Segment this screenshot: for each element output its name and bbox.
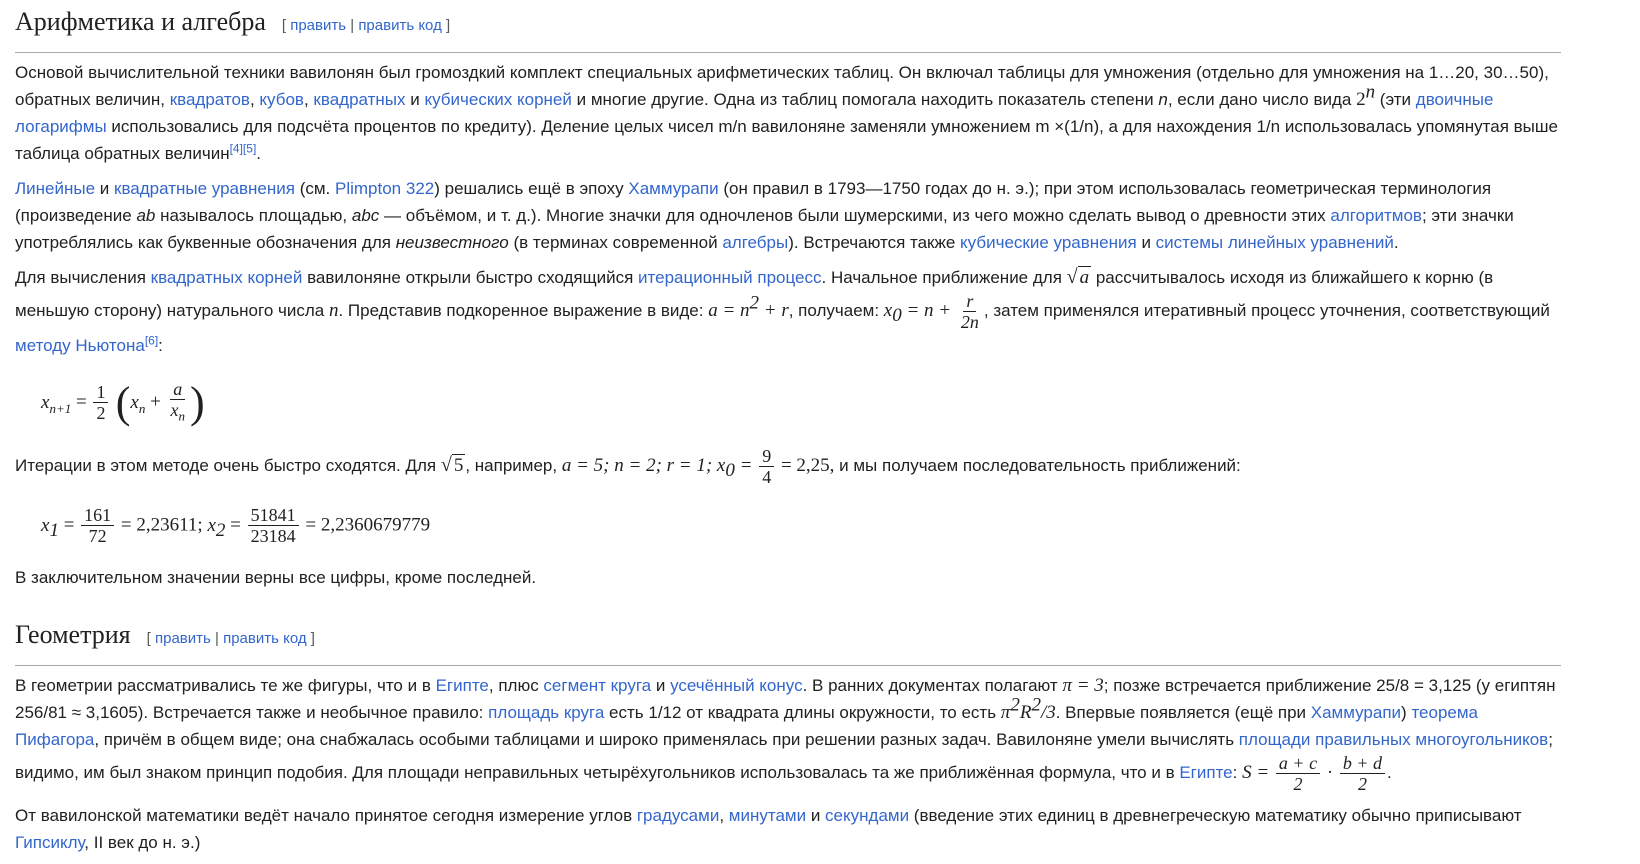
link-minutes[interactable]: минутами (728, 806, 807, 825)
link-binary-log[interactable]: двоичные логарифмы (15, 90, 1494, 136)
section-title: Арифметика и алгебра (15, 7, 266, 36)
paragraph: Основой вычислительной техники вавилонян был громоздкий комплект специальных арифметических таблиц. Он включал таблицы для умножения (отдельно для умножения на 1…20, 30…50), обратных величин, квадратов, кубов, квадратных и кубических корней и многие другие. Одна из таблиц помогала находить показатель степени n, если дано число вида 2$^n$ (эти двоичные логарифмы использовались для подсчёта процентов по кредиту). Деление целых чисел m/n вавилоняне заменяли умножением m ×(1/n), а для нахождения 1/n использовалась упомянутая выше таблица обратных величин[4][5]. (15, 63, 1558, 163)
link-linear[interactable]: Линейные (15, 179, 96, 198)
link-quadratic-equations[interactable]: квадратные уравнения (114, 179, 295, 198)
link-hypsicles[interactable]: Гипсиклу (15, 833, 85, 852)
paragraph: Итерации в этом методе очень быстро сходятся. Для √ 5 , например, a = 5; n = 2; r = 1; $x_0$ = $\frac{9}{4}$ = 2,25, и мы получаем последовательность приближений: (15, 446, 1241, 487)
paragraph: В заключительном значении верны все цифры, кроме последней. (15, 568, 537, 587)
link-square-roots[interactable]: квадратных корней (150, 268, 303, 287)
edit-source-link[interactable]: править код (358, 17, 442, 34)
math-expression: $x_0 = n$ + (883, 299, 956, 326)
link-newton-method[interactable]: методу Ньютона (15, 336, 145, 355)
link-seconds[interactable]: секундами (825, 806, 910, 825)
edit-link[interactable]: править (155, 630, 211, 647)
edit-link[interactable]: править (290, 17, 347, 34)
link-pythagorean-theorem[interactable]: теорема Пифагора (15, 703, 1478, 749)
link-iterative-process[interactable]: итерационный процесс (638, 268, 822, 287)
link-egypt[interactable]: Египте (435, 676, 489, 695)
link-linear-systems[interactable]: системы линейных уравнений (1155, 233, 1394, 252)
link-hammurabi[interactable]: Хаммурапи (1310, 703, 1402, 722)
reference-link[interactable]: [4][5] (229, 141, 257, 156)
edit-section-links: [ править | править код ] (146, 630, 315, 647)
math-sqrt-5: √ 5 (440, 453, 464, 476)
paragraph: От вавилонской математики ведёт начало принятое сегодня измерение углов градусами, минутами и секундами (введение этих единиц в древнегреческую математику обычно приписывают Гипсиклу, II век до н. э.) (15, 806, 1522, 852)
math-expression: $\pi^2R^2/3$ (1000, 694, 1056, 723)
link-square-roots[interactable]: квадратных (313, 90, 406, 109)
formula-approximations: $x_1$ = $\frac{161}{72}$ = 2,23611; $x_2$ = $\frac{51841}{23184}$ = 2,2360679779 (41, 505, 431, 546)
link-cubic-equations[interactable]: кубические уравнения (960, 233, 1137, 252)
edit-source-link[interactable]: править код (223, 630, 307, 647)
section-heading-geometry (15, 613, 1561, 666)
edit-section-links: [ править | править код ] (281, 17, 451, 34)
reference-link[interactable]: [6] (144, 333, 159, 348)
article-content (15, 0, 1561, 864)
link-frustum[interactable]: усечённый конус (670, 676, 803, 695)
paragraph: В геометрии рассматривались те же фигуры, что и в Египте, плюс сегмент круга и усечённый конус. В ранних документах полагают π = 3; позже встречается приближение 25/8 = 3,125 (у египтян 256/81 ≈ 3,1605). Встречается также и необычное правило: площадь круга есть 1/12 от квадрата длины окружности, то есть $\pi^2R^2/3$. Впервые появляется (ещё при Хаммурапи) теорема Пифагора, причём в общем виде; она снабжалась особыми таблицами и широко применялась при решении разных задач. Вавилоняне умели вычислять площади правильных многоугольников; видимо, им был знаком принцип подобия. Для площади неправильных четырёхугольников использовалась та же приближённая формула, что и в Египте: S = $\frac{a + c}{2}$ · $\frac{b + d}{2}$ . (15, 675, 1556, 794)
math-expression: $a = n^2 + r$ (708, 292, 789, 321)
paragraph: Линейные и квадратные уравнения (см. Plimpton 322) решались ещё в эпоху Хаммурапи (он правил в 1793—1750 годах до н. э.); при этом использовалась геометрическая терминология (произведение ab называлось площадью, abc — объёмом, и т. д.). Многие значки для одночленов были шумерскими, из чего можно сделать вывод о древности этих алгоритмов; эти значки употреблялись как буквенные обозначения для неизвестного (в терминах современной алгебры). Встречаются также кубические уравнения и системы линейных уравнений. (15, 179, 1514, 252)
link-plimpton[interactable]: Plimpton 322 (335, 179, 435, 198)
link-cube-roots[interactable]: кубических корней (424, 90, 572, 109)
math-fraction: $\frac{r}{2n}$ (960, 291, 979, 332)
link-egypt[interactable]: Египте (1179, 762, 1233, 782)
link-degrees[interactable]: градусами (636, 806, 720, 825)
section-heading-arithmetic (15, 0, 1561, 53)
link-cubes[interactable]: кубов (259, 90, 304, 109)
link-circle-area[interactable]: площадь круга (488, 703, 605, 722)
link-circle-segment[interactable]: сегмент круга (543, 676, 652, 695)
paragraph: Для вычисления квадратных корней вавилоняне открыли быстро сходящийся итерационный процесс. Начальное приближение для √ a рассчитывалось исходя из ближайшего к корню (в меньшую сторону) натурального числа n. Представив подкоренное выражение в виде: $a = n^2 + r$, получаем: $x_0 = n$ + $\frac{r}{2n}$ , затем применялся итеративный процесс уточнения, соответствующий методу Ньютона[6]: (15, 266, 1550, 355)
formula-newton: $x_{n+1}$ = $\frac{1}{2}$ ($x_n$ + $\frac{a}{x_n}$ ) (41, 378, 205, 427)
section-title: Геометрия (15, 620, 131, 649)
link-polygon-areas[interactable]: площади правильных многоугольников (1238, 730, 1549, 749)
math-expression: a = 5; n = 2; r = 1; $x_0$ = (561, 454, 758, 481)
link-algebra[interactable]: алгебры (722, 233, 789, 252)
math-sqrt-a: √ a (1066, 266, 1090, 288)
link-squares[interactable]: квадратов (169, 90, 250, 109)
link-hammurabi[interactable]: Хаммурапи (628, 179, 719, 198)
link-algorithms[interactable]: алгоритмов (1330, 206, 1422, 225)
math-power: 2$^n$ (1356, 81, 1376, 110)
